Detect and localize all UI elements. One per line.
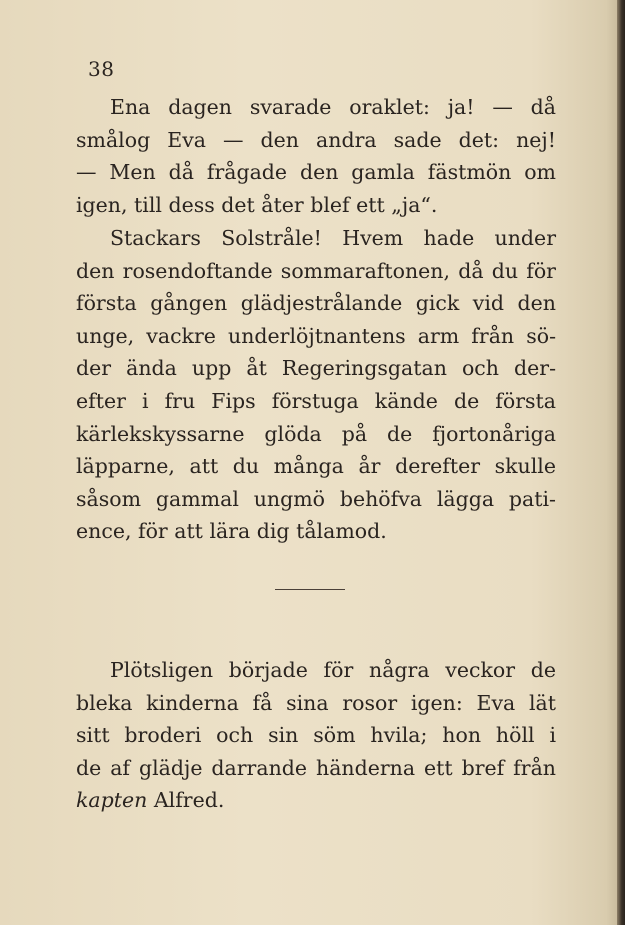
text-line: unge, vackre underlöjtnantens arm från sö- (76, 323, 556, 348)
text-line: efter i fru Fips förstuga kände de första (76, 388, 556, 413)
text-line: — Men då frågade den gamla fästmön om (76, 160, 556, 185)
paragraph-3 (76, 654, 556, 817)
text-line: läpparne, att du många år derefter skulle (76, 454, 556, 479)
italic-word: kapten (76, 788, 148, 813)
text-line: första gången glädjestrålande gick vid den (76, 291, 556, 316)
paragraph-1 (76, 91, 556, 221)
paragraph-2 (76, 222, 556, 548)
text-line: den rosendoftande sommaraftonen, då du för (76, 258, 556, 283)
text-line: der ända upp åt Regeringsgatan och der- (76, 356, 556, 381)
text-fragment: Alfred. (147, 788, 225, 813)
text-line-last (76, 784, 556, 817)
text-line: ence, för att lära dig tålamod. (76, 519, 387, 544)
text-line: kärlekskyssarne glöda på de fjortonåriga (76, 421, 556, 446)
text-line: såsom gammal ungmö behöfva lägga pati- (76, 486, 556, 511)
page-number: 38 (88, 57, 115, 81)
text-line: smålog Eva — den andra sade det: nej! (76, 127, 556, 152)
page-edge (617, 0, 625, 925)
text-line: de af glädje darrande händerna ett bref från (76, 755, 556, 780)
section-divider (275, 589, 345, 590)
text-line: sitt broderi och sin söm hvila; hon höll i (76, 723, 556, 748)
text-line: Plötsligen började för några veckor de (110, 658, 556, 682)
text-line: Ena dagen svarade oraklet: ja! — då (110, 95, 556, 119)
text-line: bleka kinderna få sina rosor igen: Eva lät (76, 690, 556, 715)
text-line: Stackars Solstråle! Hvem hade under (110, 226, 556, 250)
text-line: igen, till dess det åter blef ett „ja“. (76, 192, 438, 217)
